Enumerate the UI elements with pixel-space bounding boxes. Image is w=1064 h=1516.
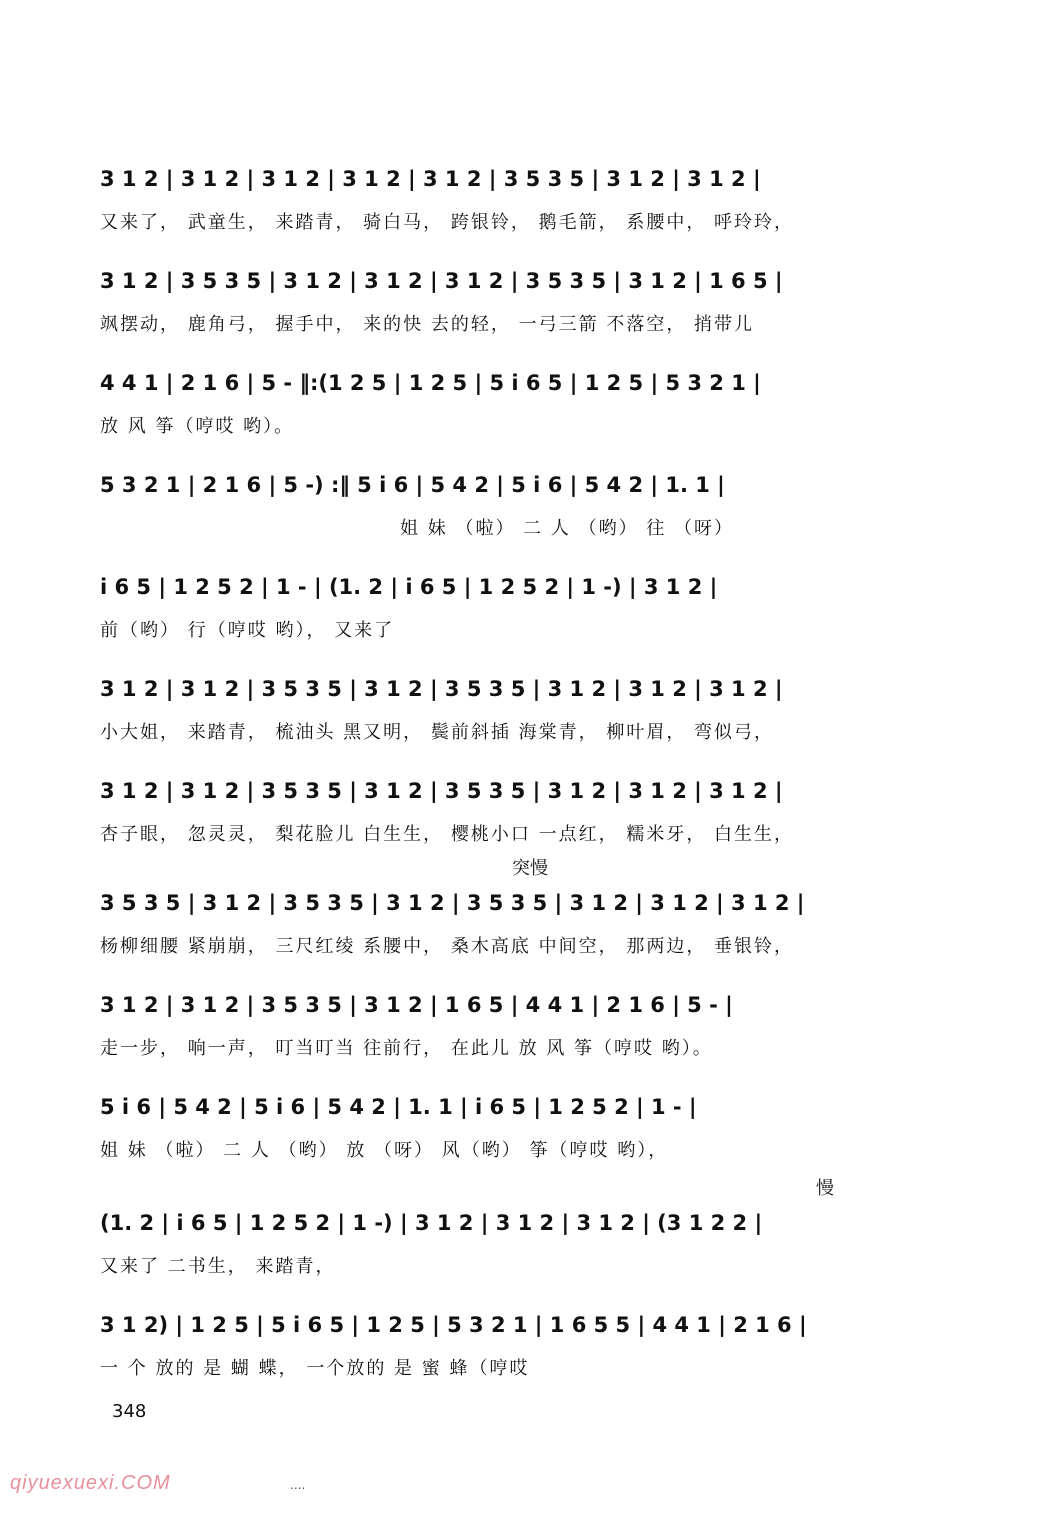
- notation-line: 5 3 2 1 | 2 1 6 | 5 -) :‖ 5 i 6 | 5 4 2 | 5 i 6 | 5 4 2 | 1. 1 |: [100, 473, 725, 497]
- notation-line: 3 1 2 | 3 1 2 | 3 5 3 5 | 3 1 2 | 3 5 3 5 | 3 1 2 | 3 1 2 | 3 1 2 |: [100, 677, 783, 701]
- lyrics-line: 又来了， 武童生， 来踏青， 骑白马， 跨银铃， 鹅毛箭， 系腰中， 呼玲玲，: [100, 212, 795, 233]
- lyrics-line: 杨柳细腰 紧崩崩， 三尺红绫 系腰中， 桑木高底 中间空， 那两边， 垂银铃，: [100, 936, 795, 957]
- notation-line: 3 1 2 | 3 5 3 5 | 3 1 2 | 3 1 2 | 3 1 2 | 3 5 3 5 | 3 1 2 | 1 6 5 |: [100, 269, 783, 293]
- lyrics-line: 飒摆动， 鹿角弓， 握手中， 来的快 去的轻， 一弓三箭 不落空， 捎带儿: [100, 314, 755, 335]
- lyrics-line: 又来了 二书生， 来踏青，: [100, 1256, 336, 1277]
- notation-line: (1. 2 | i 6 5 | 1 2 5 2 | 1 -) | 3 1 2 | 3 1 2 | 3 1 2 | (3 1 2 2 |: [100, 1211, 763, 1235]
- lyrics-line: 姐 妹 （啦） 二 人 （哟） 往 （呀）: [400, 518, 735, 539]
- notation-line: 4 4 1 | 2 1 6 | 5 - ‖:(1 2 5 | 1 2 5 | 5 i 6 5 | 1 2 5 | 5 3 2 1 |: [100, 371, 761, 395]
- lyrics-line: 放 风 筝（哼哎 哟）。: [100, 416, 295, 437]
- footer-dots: ....: [290, 1478, 306, 1492]
- lyrics-line: 走一步， 响一声， 叮当叮当 往前行， 在此儿 放 风 筝（哼哎 哟）。: [100, 1038, 713, 1059]
- lyrics-line: 前（哟） 行（哼哎 哟）， 又来了: [100, 620, 395, 641]
- tempo-mark-slow: 慢: [816, 1178, 834, 1199]
- tempo-mark-sudden-slow: 突慢: [512, 858, 548, 879]
- notation-line: 3 1 2 | 3 1 2 | 3 1 2 | 3 1 2 | 3 1 2 | 3 5 3 5 | 3 1 2 | 3 1 2 |: [100, 167, 761, 191]
- lyrics-line: 小大姐， 来踏青， 梳油头 黑又明， 鬓前斜插 海棠青， 柳叶眉， 弯似弓，: [100, 722, 775, 743]
- notation-line: i 6 5 | 1 2 5 2 | 1 - | (1. 2 | i 6 5 | 1 2 5 2 | 1 -) | 3 1 2 |: [100, 575, 718, 599]
- notation-line: 3 1 2 | 3 1 2 | 3 5 3 5 | 3 1 2 | 3 5 3 5 | 3 1 2 | 3 1 2 | 3 1 2 |: [100, 779, 783, 803]
- notation-line: 3 5 3 5 | 3 1 2 | 3 5 3 5 | 3 1 2 | 3 5 3 5 | 3 1 2 | 3 1 2 | 3 1 2 |: [100, 891, 805, 915]
- page-number: 348: [112, 1401, 147, 1422]
- lyrics-line: 姐 妹 （啦） 二 人 （哟） 放 （呀） 风（哟） 筝（哼哎 哟），: [100, 1140, 669, 1161]
- notation-line: 5 i 6 | 5 4 2 | 5 i 6 | 5 4 2 | 1. 1 | i 6 5 | 1 2 5 2 | 1 - |: [100, 1095, 697, 1119]
- notation-line: 3 1 2 | 3 1 2 | 3 5 3 5 | 3 1 2 | 1 6 5 | 4 4 1 | 2 1 6 | 5 - |: [100, 993, 733, 1017]
- lyrics-line: 杏子眼， 忽灵灵， 梨花脸儿 白生生， 樱桃小口 一点红， 糯米牙， 白生生，: [100, 824, 795, 845]
- lyrics-line: 一 个 放的 是 蝴 蝶， 一个放的 是 蜜 蜂（哼哎: [100, 1358, 530, 1379]
- site-watermark: qiyuexuexi.COM: [10, 1472, 171, 1494]
- notation-line: 3 1 2) | 1 2 5 | 5 i 6 5 | 1 2 5 | 5 3 2 1 | 1 6 5 5 | 4 4 1 | 2 1 6 |: [100, 1313, 807, 1337]
